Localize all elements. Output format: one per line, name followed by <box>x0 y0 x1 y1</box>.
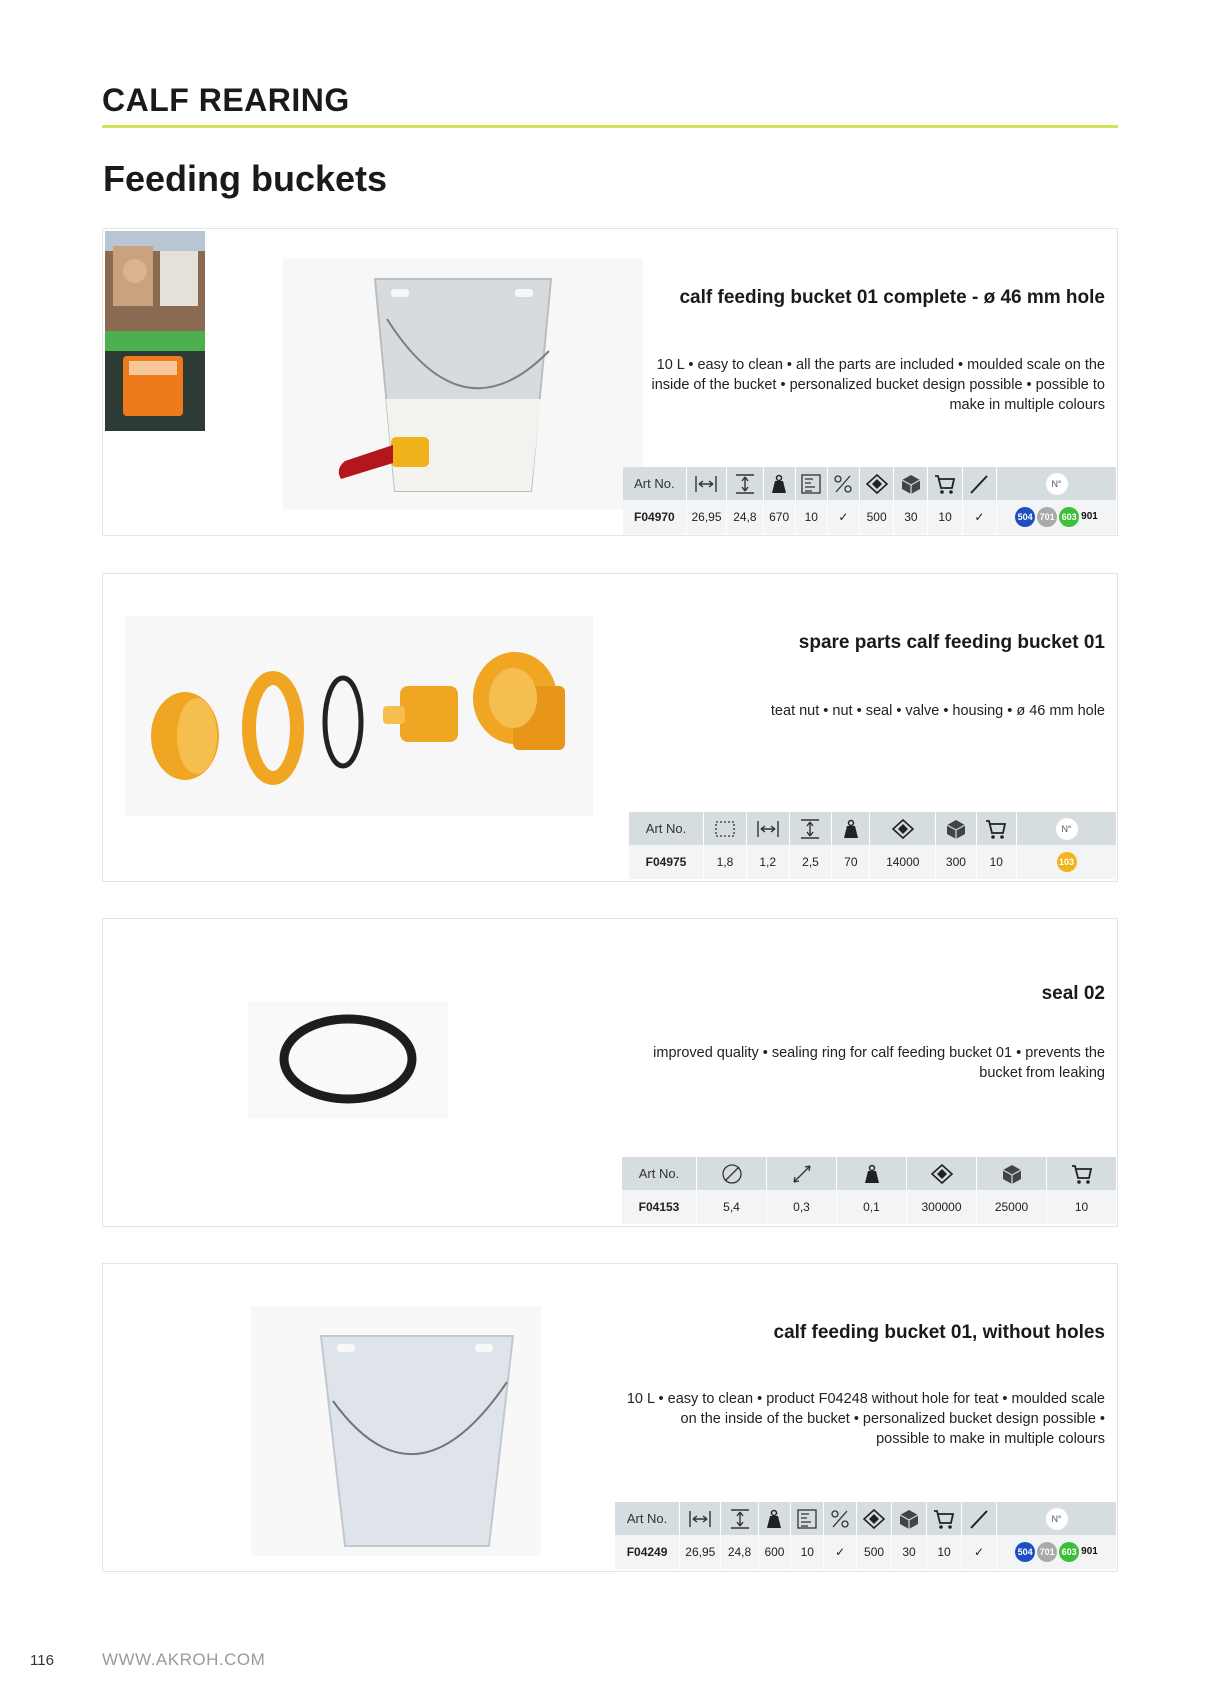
art-no-header: Art No. <box>623 467 686 500</box>
percent-icon <box>824 1502 857 1535</box>
cart-icon <box>976 812 1016 845</box>
color-badge-603: 603 <box>1059 1542 1079 1562</box>
spec-value-pallet: 500 <box>857 1535 892 1569</box>
spec-value-pallet: 300000 <box>907 1190 977 1224</box>
height-icon <box>789 812 832 845</box>
number-icon <box>997 467 1117 500</box>
spec-table <box>623 467 1117 534</box>
spec-value-weight: 600 <box>758 1535 791 1569</box>
scale-icon <box>795 467 827 500</box>
spec-value-pallet: 14000 <box>870 845 936 879</box>
color-badge-901: 901 <box>1081 511 1098 522</box>
bucket-without-holes-image <box>251 1306 541 1556</box>
number-icon <box>997 1502 1117 1535</box>
color-options <box>1017 845 1117 879</box>
spec-value-width: 26,95 <box>680 1535 721 1569</box>
box-icon <box>936 812 976 845</box>
color-options <box>997 500 1117 534</box>
spec-value-box: 30 <box>894 500 928 534</box>
spec-value-scale: 10 <box>795 500 827 534</box>
spec-value-cart: 10 <box>928 500 962 534</box>
box-icon <box>977 1157 1047 1190</box>
product-description: 10 L • easy to clean • all the parts are included • moulded scale on the inside of the bucket • personalized bucket design possible • possible to make in multiple colours <box>651 357 1105 413</box>
color-badge-504: 504 <box>1015 507 1035 527</box>
art-no-header: Art No. <box>615 1502 680 1535</box>
color-badge-701: 701 <box>1037 507 1057 527</box>
spec-value-dimension: 1,8 <box>704 845 747 879</box>
weight-icon <box>832 812 870 845</box>
pencil-icon <box>961 1502 996 1535</box>
thickness-icon <box>767 1157 837 1190</box>
product-description: teat nut • nut • seal • valve • housing • ø 46 mm hole <box>770 703 1105 719</box>
pallet-icon <box>860 467 894 500</box>
dimension-icon <box>704 812 747 845</box>
art-no-value: F04975 <box>629 845 704 879</box>
product-card-f04975 <box>102 573 1118 882</box>
page-number: 116 <box>30 1652 54 1669</box>
section-divider <box>102 125 1118 128</box>
box-icon <box>892 1502 927 1535</box>
color-badge-901: 901 <box>1081 1546 1098 1557</box>
spec-value-height: 24,8 <box>721 1535 758 1569</box>
spec-value-width: 1,2 <box>746 845 789 879</box>
art-no-header: Art No. <box>629 812 704 845</box>
box-icon <box>894 467 928 500</box>
art-no-value: F04970 <box>623 500 686 534</box>
product-title: seal 02 <box>1041 983 1105 1004</box>
product-description: 10 L • easy to clean • product F04248 without hole for teat • moulded scale on the inside of the bucket • personalized bucket design possible • possible to make in multiple colours <box>626 1391 1105 1447</box>
spec-value-width: 26,95 <box>686 500 726 534</box>
art-no-value: F04153 <box>622 1190 697 1224</box>
bucket-with-teat-image <box>283 259 643 509</box>
spec-value-weight: 0,1 <box>837 1190 907 1224</box>
width-icon <box>746 812 789 845</box>
spec-value-percent: ✓ <box>827 500 859 534</box>
number-circle-icon: N° <box>1046 473 1068 495</box>
product-description: improved quality • sealing ring for calf feeding bucket 01 • prevents the bucket from leaking <box>653 1045 1105 1081</box>
pallet-icon <box>907 1157 977 1190</box>
spec-value-scale: 10 <box>791 1535 824 1569</box>
number-circle-icon: N° <box>1046 1508 1068 1530</box>
scale-icon <box>791 1502 824 1535</box>
spec-value-box: 30 <box>892 1535 927 1569</box>
spec-value-cart: 10 <box>1047 1190 1117 1224</box>
product-title: calf feeding bucket 01 complete - ø 46 mm hole <box>679 287 1105 308</box>
width-icon <box>680 1502 721 1535</box>
spec-value-diameter: 5,4 <box>697 1190 767 1224</box>
product-card-f04249 <box>102 1263 1118 1572</box>
spec-value-cart: 10 <box>927 1535 962 1569</box>
spec-table <box>629 812 1117 879</box>
number-circle-icon: N° <box>1056 818 1078 840</box>
spec-value-height: 24,8 <box>727 500 763 534</box>
product-title: spare parts calf feeding bucket 01 <box>798 632 1105 653</box>
width-icon <box>686 467 726 500</box>
color-badge-504: 504 <box>1015 1542 1035 1562</box>
section-title: CALF REARING <box>102 82 350 118</box>
spec-value-weight: 670 <box>763 500 795 534</box>
pallet-icon <box>857 1502 892 1535</box>
website-link[interactable]: WWW.AKROH.COM <box>102 1650 266 1669</box>
color-badge-701: 701 <box>1037 1542 1057 1562</box>
spec-value-height: 2,5 <box>789 845 832 879</box>
cart-icon <box>927 1502 962 1535</box>
spec-value-thickness: 0,3 <box>767 1190 837 1224</box>
page-title: Feeding buckets <box>103 158 388 199</box>
calf-photo-thumbnail <box>105 231 205 431</box>
cart-icon <box>928 467 962 500</box>
product-title: calf feeding bucket 01, without holes <box>773 1322 1105 1343</box>
spec-value-pencil: ✓ <box>961 1535 996 1569</box>
pencil-icon <box>962 467 996 500</box>
percent-icon <box>827 467 859 500</box>
cart-icon <box>1047 1157 1117 1190</box>
color-badge-103: 103 <box>1057 852 1077 872</box>
spec-value-box: 300 <box>936 845 976 879</box>
seal-ring-image <box>248 1001 448 1119</box>
weight-icon <box>837 1157 907 1190</box>
pallet-icon <box>870 812 936 845</box>
diameter-icon <box>697 1157 767 1190</box>
weight-icon <box>758 1502 791 1535</box>
art-no-header: Art No. <box>622 1157 697 1190</box>
spec-value-box: 25000 <box>977 1190 1047 1224</box>
product-card-f04153 <box>102 918 1118 1227</box>
spec-value-weight: 70 <box>832 845 870 879</box>
spec-value-pallet: 500 <box>860 500 894 534</box>
spec-table <box>615 1502 1117 1569</box>
spec-table <box>622 1157 1117 1224</box>
number-icon <box>1017 812 1117 845</box>
spec-value-cart: 10 <box>976 845 1016 879</box>
spec-value-pencil: ✓ <box>962 500 996 534</box>
weight-icon <box>763 467 795 500</box>
art-no-value: F04249 <box>615 1535 680 1569</box>
product-card-f04970 <box>102 228 1118 536</box>
spec-value-percent: ✓ <box>824 1535 857 1569</box>
color-options <box>997 1535 1117 1569</box>
height-icon <box>727 467 763 500</box>
height-icon <box>721 1502 758 1535</box>
spare-parts-image <box>125 616 593 816</box>
color-badge-603: 603 <box>1059 507 1079 527</box>
